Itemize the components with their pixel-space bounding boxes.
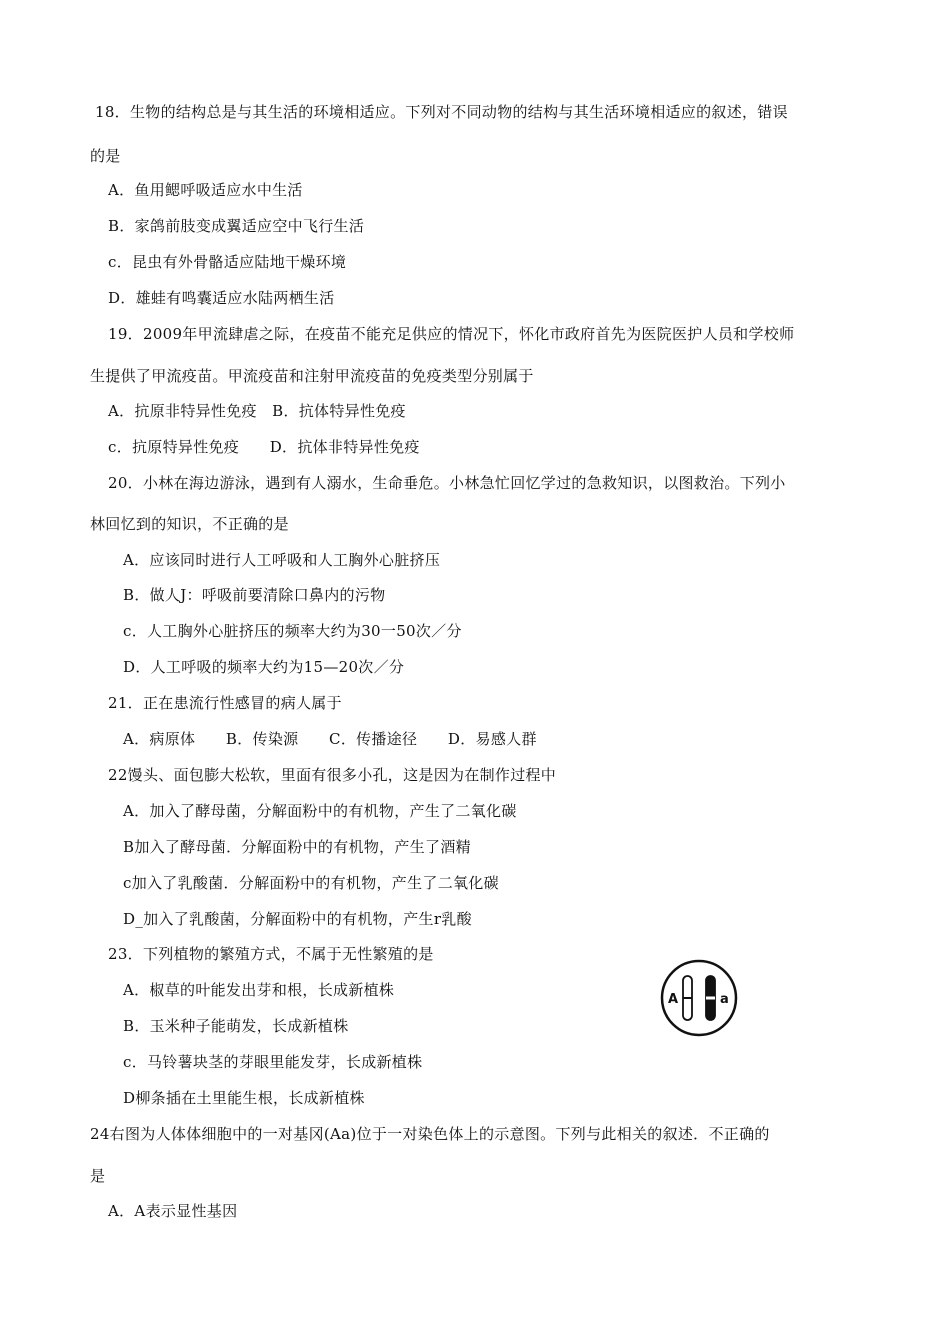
chromosome-pair-figure [654, 958, 756, 1038]
text-line: D．雄蛙有鸣囊适应水陆两栖生活 [108, 289, 335, 307]
text-line: 19．2009年甲流肆虐之际，在疫苗不能充足供应的情况下，怀化市政府首先为医院医护人员和学校师 [108, 325, 795, 343]
text-line: 20．小林在海边游泳，遇到有人溺水，生命垂危。小林急忙回忆学过的急救知识，以图救治。下列小 [108, 474, 786, 492]
text-line: A．病原体 B．传染源 C．传播途径 D．易感人群 [123, 730, 537, 748]
chromosome-diagram [654, 958, 756, 1038]
text-line: B．做人J：呼吸前要清除口鼻内的污物 [123, 586, 386, 604]
text-line: D．人工呼吸的频率大约为15—20次／分 [123, 658, 405, 676]
text-line: 18．生物的结构总是与其生活的环境相适应。下列对不同动物的结构与其生活环境相适应的叙述，错误 [95, 103, 788, 121]
text-line: A．椒草的叶能发出芽和根，长成新植株 [123, 981, 395, 999]
text-line: D柳条插在土里能生根，长成新植株 [123, 1089, 365, 1107]
text-line: 23．下列植物的繁殖方式，不属于无性繁殖的是 [108, 945, 434, 963]
text-line: c．马铃薯块茎的芽眼里能发芽，长成新植株 [123, 1053, 423, 1071]
text-line: A．加入了酵母菌，分解面粉中的有机物，产生了二氧化碳 [123, 802, 517, 820]
text-line: B．玉米种子能萌发，长成新植株 [123, 1017, 349, 1035]
text-line: 生提供了甲流疫苗。甲流疫苗和注射甲流疫苗的免疫类型分别属于 [90, 367, 534, 385]
text-line: 林回忆到的知识，不正确的是 [90, 515, 289, 533]
text-line: 24右图为人体体细胞中的一对基冈(Aa)位于一对染色体上的示意图。下列与此相关的叙述．不正确的 [90, 1125, 770, 1143]
text-line: A．A表示显性基因 [108, 1202, 238, 1220]
text-line: A．应该同时进行人工呼吸和人工胸外心脏挤压 [123, 551, 441, 569]
text-line: c．昆虫有外骨骼适应陆地干燥环境 [108, 253, 347, 271]
text-line: c加入了乳酸菌．分解面粉中的有机物，产生了二氧化碳 [123, 874, 499, 892]
text-line: A．抗原非特异性免疫 B．抗体特异性免疫 [108, 402, 406, 420]
text-line: 21．正在患流行性感冒的病人属于 [108, 694, 342, 712]
gene-label-a: a [720, 992, 729, 1007]
text-line: B加入了酵母菌．分解面粉中的有机物，产生了酒精 [123, 838, 471, 856]
text-line: A．鱼用鳃呼吸适应水中生活 [108, 181, 303, 199]
text-line: 的是 [90, 147, 121, 165]
text-line: D_加入了乳酸菌，分解面粉中的有机物，产生r乳酸 [123, 910, 472, 928]
text-line: 22馒头、面包膨大松软，里面有很多小孔，这是因为在制作过程中 [108, 766, 557, 784]
text-line: 是 [90, 1167, 106, 1185]
text-line: B．家鸽前肢变成翼适应空中飞行生活 [108, 217, 365, 235]
text-line: c．抗原特异性免疫 D．抗体非特异性免疫 [108, 438, 420, 456]
gene-label-A: A [668, 992, 679, 1007]
text-line: c．人工胸外心脏挤压的频率大约为30一50次／分 [123, 622, 462, 640]
